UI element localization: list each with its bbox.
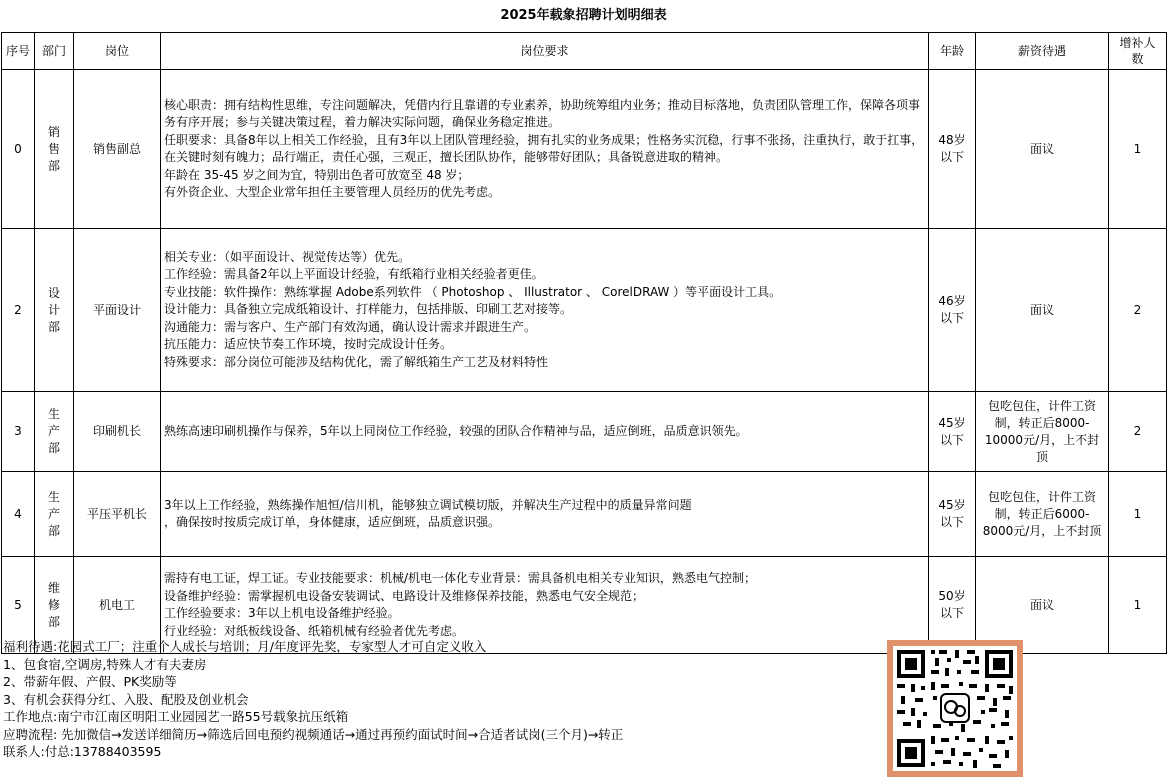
- cell-position: 销售副总: [74, 70, 161, 229]
- cell-headcount: 1: [1109, 472, 1167, 557]
- cell-seq: 4: [2, 472, 35, 557]
- requirement-line: 工作经验要求：3年以上机电设备维护经验。: [164, 606, 400, 620]
- header-position: 岗位: [74, 33, 161, 70]
- requirement-line: ，确保按时按质完成订单，身体健康，适应倒班，品质意识强。: [164, 515, 501, 529]
- benefits-text: 福利待遇:花园式工厂；注重个人成长与培训；月/年度评先奖，专家型人才可自定义收入: [3, 639, 487, 654]
- cell-salary: 面议: [976, 70, 1109, 229]
- cell-requirement: [161, 229, 929, 392]
- requirement-line: 特殊要求：部分岗位可能涉及结构优化，需了解纸箱生产工艺及材料特性: [164, 354, 549, 369]
- wechat-qr-code: [887, 640, 1023, 777]
- cell-salary: 面议: [976, 557, 1109, 654]
- cell-position: 机电工: [74, 557, 161, 654]
- cell-headcount: 1: [1109, 557, 1167, 654]
- table-row: [2, 70, 1167, 229]
- cell-dept: 设计部: [35, 229, 74, 392]
- benefit-item: 3、有机会获得分红、入股、配股及创业机会: [3, 691, 249, 707]
- header-headcount: 增补人数: [1109, 33, 1167, 70]
- page-title: 2025年载象招聘计划明细表: [500, 8, 667, 23]
- cell-headcount: 2: [1109, 392, 1167, 472]
- header-row: [2, 33, 1167, 70]
- cell-dept: 维修部: [35, 557, 74, 654]
- cell-requirement: [161, 392, 929, 472]
- requirement-line: 抗压能力：适应快节奏工作环境，按时完成设计任务。: [164, 337, 453, 352]
- header-dept: 部门: [35, 33, 74, 70]
- table-row: [2, 392, 1167, 472]
- cell-position: 平面设计: [74, 229, 161, 392]
- requirement-line: 核心职责：拥有结构性思维，专注问题解决，凭借内行且靠谱的专业素养，协助统筹组内业务；推动目标落地，负责团队管理工作，保障各项事务有序开展；参与关键决策过程，着力解决实际问题，确保业务稳定推进。: [164, 97, 921, 129]
- cell-age: 45岁以下: [929, 472, 976, 557]
- header-seq: 序号: [2, 33, 35, 70]
- work-address: 工作地点:南宁市江南区明阳工业园园艺一路55号载象抗压纸箱: [3, 709, 349, 724]
- cell-requirement: [161, 70, 929, 229]
- benefit-item: 1、包食宿,空调房,特殊人才有夫妻房: [3, 656, 207, 672]
- requirement-line: 沟通能力：需与客户、生产部门有效沟通，确认设计需求并跟进生产。: [164, 319, 537, 334]
- footer-notes: [3, 638, 623, 761]
- cell-dept: 生产部: [35, 472, 74, 557]
- requirement-line: 设备维护经验：需掌握机电设备安装调试、电路设计及维修保养技能，熟悉电气安全规范；: [164, 588, 645, 603]
- cell-requirement: [161, 472, 929, 557]
- requirement-line: 专业技能：软件操作：熟练掌握 Adobe系列软件 （ Photoshop 、 Illustrator 、 CorelDRAW ）等平面设计工具。: [164, 284, 782, 299]
- requirement-line: 年龄在 35-45 岁之间为宜，特别出色者可放宽至 48 岁；: [164, 167, 470, 182]
- table-row: [2, 472, 1167, 557]
- cell-age: 45岁以下: [929, 392, 976, 472]
- cell-age: 50岁以下: [929, 557, 976, 654]
- cell-dept: 生产部: [35, 392, 74, 472]
- header-age: 年龄: [929, 33, 976, 70]
- cell-age: 48岁以下: [929, 70, 976, 229]
- table-row: [2, 229, 1167, 392]
- benefit-item: 2、带薪年假、产假、PK奖励等: [3, 674, 177, 689]
- cell-salary: 包吃包住，计件工资制，转正后6000-8000元/月，上不封顶: [976, 472, 1109, 557]
- requirement-line: 行业经验：对纸板线设备、纸箱机械有经验者优先考虑。: [164, 623, 465, 638]
- cell-seq: 5: [2, 557, 35, 654]
- contact-info: 联系人:付总:13788403595: [3, 744, 162, 759]
- cell-salary: 面议: [976, 229, 1109, 392]
- application-process: 应聘流程: 先加微信→发送详细简历→筛选后回电预约视频通话→通过再预约面试时间→合适者试岗(三个月)→转正: [3, 726, 624, 742]
- cell-seq: 2: [2, 229, 35, 392]
- requirement-line: 熟练高速印刷机操作与保养，5年以上同岗位工作经验，较强的团队合作精神与品，适应倒班，品质意识领先。: [164, 423, 748, 438]
- cell-position: 平压平机长: [74, 472, 161, 557]
- recruitment-table: [1, 32, 1167, 654]
- cell-dept: 销售部: [35, 70, 74, 229]
- cell-salary: 包吃包住，计件工资制，转正后8000-10000元/月，上不封顶: [976, 392, 1109, 472]
- header-requirement: 岗位要求: [161, 33, 929, 70]
- qr-code-icon: [893, 646, 1017, 771]
- cell-age: 46岁以下: [929, 229, 976, 392]
- cell-seq: 3: [2, 392, 35, 472]
- cell-position: 印刷机长: [74, 392, 161, 472]
- cell-headcount: 2: [1109, 229, 1167, 392]
- requirement-line: 需持有电工证，焊工证。专业技能要求：机械/机电一体化专业背景：需具备机电相关专业知识，熟悉电气控制；: [164, 571, 757, 585]
- requirement-line: 工作经验：需具备2年以上平面设计经验，有纸箱行业相关经验者更佳。: [164, 267, 544, 282]
- requirement-line: 有外资企业、大型企业常年担任主要管理人员经历的优先考虑。: [164, 185, 501, 199]
- cell-headcount: 1: [1109, 70, 1167, 229]
- header-salary: 薪资待遇: [976, 33, 1109, 70]
- requirement-line: 相关专业：（如平面设计、视觉传达等）优先。: [164, 249, 411, 264]
- cell-seq: 0: [2, 70, 35, 229]
- requirement-line: 设计能力：具备独立完成纸箱设计、打样能力，包括排版、印刷工艺对接等。: [164, 302, 573, 317]
- requirement-line: 3年以上工作经验，熟练操作旭恒/信川机，能够独立调试模切版，并解决生产过程中的质量异常问题: [164, 497, 692, 512]
- requirement-line: 任职要求：具备8年以上相关工作经验，且有3年以上团队管理经验，拥有扎实的业务成果；性格务实沉稳，行事不张扬，注重执行，敢于扛事，在关键时刻有魄力；品行端正，责任心强，三观正，擅长团队协作，能够带好团队；具备锐意进取的精神。: [164, 132, 924, 164]
